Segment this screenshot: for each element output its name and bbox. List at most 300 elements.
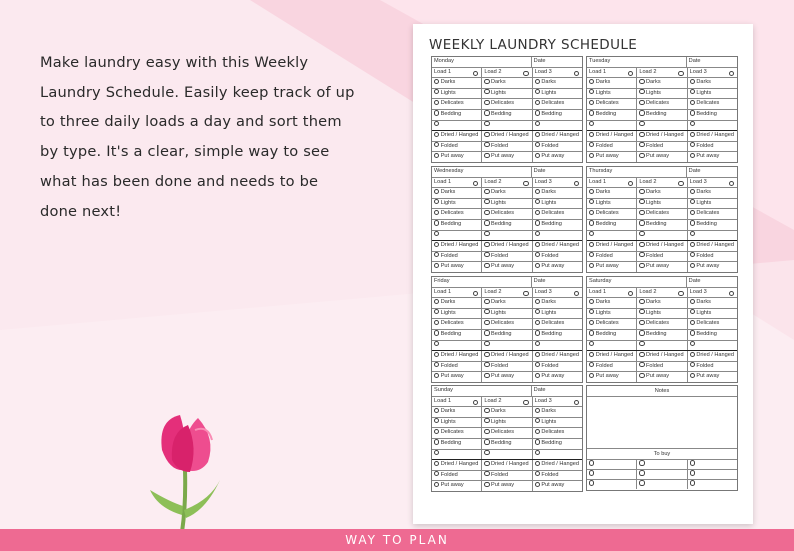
checklist-item[interactable]: Folded xyxy=(482,362,532,372)
circle-icon[interactable] xyxy=(589,121,594,126)
checklist-item[interactable]: Darks xyxy=(432,78,482,88)
checklist-item[interactable]: Delicates xyxy=(587,209,637,219)
circle-icon[interactable] xyxy=(729,181,734,186)
circle-icon[interactable] xyxy=(434,189,439,194)
checklist-item[interactable]: Dried / Hanged xyxy=(432,241,482,251)
circle-icon[interactable] xyxy=(574,400,579,405)
circle-icon[interactable] xyxy=(535,132,540,137)
circle-icon[interactable] xyxy=(628,71,633,76)
circle-icon[interactable] xyxy=(589,252,594,257)
checklist-item[interactable]: Folded xyxy=(637,142,687,152)
checklist-item[interactable]: Lights xyxy=(482,418,532,428)
checklist-item[interactable]: Dried / Hanged xyxy=(533,351,582,361)
checklist-item[interactable] xyxy=(533,450,582,460)
circle-icon[interactable] xyxy=(690,373,695,378)
circle-icon[interactable] xyxy=(535,341,540,346)
circle-icon[interactable] xyxy=(690,320,695,325)
circle-icon[interactable] xyxy=(589,299,594,304)
checklist-item[interactable] xyxy=(587,341,637,351)
circle-icon[interactable] xyxy=(484,210,489,215)
circle-icon[interactable] xyxy=(434,220,439,225)
checklist-item[interactable]: Bedding xyxy=(432,330,482,340)
circle-icon[interactable] xyxy=(434,320,439,325)
circle-icon[interactable] xyxy=(434,373,439,378)
checklist-item[interactable]: Lights xyxy=(482,89,532,99)
circle-icon[interactable] xyxy=(690,100,695,105)
circle-icon[interactable] xyxy=(535,330,540,335)
circle-icon[interactable] xyxy=(484,341,489,346)
checklist-item[interactable]: Dried / Hanged xyxy=(688,131,737,141)
circle-icon[interactable] xyxy=(535,450,540,455)
checklist-item[interactable]: Delicates xyxy=(533,209,582,219)
checklist-item[interactable]: Put away xyxy=(482,481,532,491)
checklist-item[interactable]: Delicates xyxy=(688,319,737,329)
circle-icon[interactable] xyxy=(628,181,633,186)
circle-icon[interactable] xyxy=(639,252,644,257)
checklist-item[interactable]: Dried / Hanged xyxy=(482,351,532,361)
checklist-item[interactable]: Dried / Hanged xyxy=(587,131,637,141)
circle-icon[interactable] xyxy=(523,400,528,405)
checklist-item[interactable]: Delicates xyxy=(533,319,582,329)
checklist-item[interactable]: Dried / Hanged xyxy=(533,241,582,251)
checklist-item[interactable]: Put away xyxy=(482,262,532,272)
checklist-item[interactable]: Dried / Hanged xyxy=(432,351,482,361)
circle-icon[interactable] xyxy=(434,418,439,423)
checklist-item[interactable]: Folded xyxy=(688,362,737,372)
checklist-item[interactable]: Darks xyxy=(533,407,582,417)
circle-icon[interactable] xyxy=(523,71,528,76)
checklist-item[interactable] xyxy=(688,341,737,351)
circle-icon[interactable] xyxy=(484,418,489,423)
checklist-item[interactable]: Lights xyxy=(587,199,637,209)
circle-icon[interactable] xyxy=(639,330,644,335)
circle-icon[interactable] xyxy=(729,291,734,296)
checklist-item[interactable]: Lights xyxy=(637,309,687,319)
checklist-item[interactable]: Bedding xyxy=(482,439,532,449)
circle-icon[interactable] xyxy=(639,89,644,94)
circle-icon[interactable] xyxy=(434,100,439,105)
circle-icon[interactable] xyxy=(484,121,489,126)
checklist-item[interactable]: Folded xyxy=(533,252,582,262)
circle-icon[interactable] xyxy=(484,252,489,257)
checklist-item[interactable]: Folded xyxy=(432,252,482,262)
circle-icon[interactable] xyxy=(690,330,695,335)
checklist-item[interactable]: Delicates xyxy=(432,319,482,329)
circle-icon[interactable] xyxy=(589,220,594,225)
circle-icon[interactable] xyxy=(639,153,644,158)
circle-icon[interactable] xyxy=(434,263,439,268)
circle-icon[interactable] xyxy=(589,100,594,105)
checklist-item[interactable] xyxy=(688,231,737,241)
checklist-item[interactable]: Darks xyxy=(432,407,482,417)
checklist-item[interactable]: Delicates xyxy=(482,209,532,219)
checklist-item[interactable]: Dried / Hanged xyxy=(637,241,687,251)
circle-icon[interactable] xyxy=(690,110,695,115)
checklist-item[interactable]: Dried / Hanged xyxy=(637,351,687,361)
circle-icon[interactable] xyxy=(484,408,489,413)
checklist-item[interactable]: Folded xyxy=(482,252,532,262)
checklist-item[interactable] xyxy=(637,121,687,131)
checklist-item[interactable]: Lights xyxy=(482,199,532,209)
circle-icon[interactable] xyxy=(690,231,695,236)
checklist-item[interactable]: Delicates xyxy=(637,209,687,219)
circle-icon[interactable] xyxy=(484,231,489,236)
checklist-item[interactable]: Put away xyxy=(587,262,637,272)
circle-icon[interactable] xyxy=(639,110,644,115)
circle-icon[interactable] xyxy=(434,471,439,476)
checklist-item[interactable]: Darks xyxy=(587,298,637,308)
circle-icon[interactable] xyxy=(434,330,439,335)
checklist-item[interactable]: Bedding xyxy=(688,110,737,120)
checklist-item[interactable]: Put away xyxy=(533,152,582,162)
circle-icon[interactable] xyxy=(484,482,489,487)
circle-icon[interactable] xyxy=(589,352,594,357)
checklist-item[interactable]: Darks xyxy=(533,188,582,198)
circle-icon[interactable] xyxy=(434,110,439,115)
checklist-item[interactable]: Folded xyxy=(432,471,482,481)
circle-icon[interactable] xyxy=(434,299,439,304)
circle-icon[interactable] xyxy=(639,142,644,147)
checklist-item[interactable]: Delicates xyxy=(587,319,637,329)
circle-icon[interactable] xyxy=(535,482,540,487)
circle-icon[interactable] xyxy=(639,231,644,236)
circle-icon[interactable] xyxy=(535,142,540,147)
checklist-item[interactable]: Lights xyxy=(432,309,482,319)
circle-icon[interactable] xyxy=(434,461,439,466)
checklist-item[interactable]: Delicates xyxy=(432,428,482,438)
checklist-item[interactable]: Bedding xyxy=(637,110,687,120)
circle-icon[interactable] xyxy=(535,429,540,434)
circle-icon[interactable] xyxy=(434,252,439,257)
circle-icon[interactable] xyxy=(434,142,439,147)
checklist-item[interactable]: Dried / Hanged xyxy=(533,131,582,141)
circle-icon[interactable] xyxy=(639,299,644,304)
circle-icon[interactable] xyxy=(434,309,439,314)
circle-icon[interactable] xyxy=(589,362,594,367)
circle-icon[interactable] xyxy=(589,110,594,115)
circle-icon[interactable] xyxy=(690,263,695,268)
checklist-item[interactable]: Dried / Hanged xyxy=(688,351,737,361)
checklist-item[interactable]: Darks xyxy=(482,78,532,88)
checklist-item[interactable]: Put away xyxy=(432,481,482,491)
checklist-item[interactable]: Folded xyxy=(637,252,687,262)
checklist-item[interactable]: Bedding xyxy=(688,330,737,340)
circle-icon[interactable] xyxy=(574,181,579,186)
circle-icon[interactable] xyxy=(589,189,594,194)
circle-icon[interactable] xyxy=(690,153,695,158)
checklist-item[interactable]: Dried / Hanged xyxy=(587,351,637,361)
checklist-item[interactable]: Dried / Hanged xyxy=(688,241,737,251)
circle-icon[interactable] xyxy=(589,320,594,325)
circle-icon[interactable] xyxy=(484,299,489,304)
circle-icon[interactable] xyxy=(535,220,540,225)
circle-icon[interactable] xyxy=(589,79,594,84)
circle-icon[interactable] xyxy=(484,263,489,268)
checklist-item[interactable]: Folded xyxy=(637,362,687,372)
checklist-item[interactable]: Bedding xyxy=(688,220,737,230)
checklist-item[interactable]: Folded xyxy=(432,142,482,152)
checklist-item[interactable]: Darks xyxy=(482,298,532,308)
circle-icon[interactable] xyxy=(639,362,644,367)
checklist-item[interactable]: Lights xyxy=(587,309,637,319)
circle-icon[interactable] xyxy=(484,330,489,335)
checklist-item[interactable]: Dried / Hanged xyxy=(432,131,482,141)
checklist-item[interactable]: Darks xyxy=(688,188,737,198)
checklist-item[interactable]: Put away xyxy=(688,152,737,162)
checklist-item[interactable]: Delicates xyxy=(637,99,687,109)
checklist-item[interactable]: Darks xyxy=(688,298,737,308)
circle-icon[interactable] xyxy=(535,408,540,413)
circle-icon[interactable] xyxy=(589,373,594,378)
circle-icon[interactable] xyxy=(434,242,439,247)
checklist-item[interactable]: Bedding xyxy=(533,439,582,449)
checklist-item[interactable]: Lights xyxy=(688,199,737,209)
checklist-item[interactable]: Bedding xyxy=(637,330,687,340)
circle-icon[interactable] xyxy=(589,330,594,335)
circle-icon[interactable] xyxy=(484,429,489,434)
checklist-item[interactable]: Bedding xyxy=(432,220,482,230)
checklist-item[interactable]: Put away xyxy=(533,372,582,382)
circle-icon[interactable] xyxy=(690,189,695,194)
circle-icon[interactable] xyxy=(535,299,540,304)
circle-icon[interactable] xyxy=(484,362,489,367)
checklist-item[interactable]: Bedding xyxy=(482,220,532,230)
circle-icon[interactable] xyxy=(523,291,528,296)
circle-icon[interactable] xyxy=(535,231,540,236)
checklist-item[interactable]: Put away xyxy=(637,262,687,272)
checklist-item[interactable] xyxy=(587,121,637,131)
circle-icon[interactable] xyxy=(484,220,489,225)
checklist-item[interactable]: Folded xyxy=(533,471,582,481)
circle-icon[interactable] xyxy=(690,89,695,94)
checklist-item[interactable]: Lights xyxy=(688,89,737,99)
checklist-item[interactable]: Bedding xyxy=(533,110,582,120)
circle-icon[interactable] xyxy=(535,352,540,357)
checklist-item[interactable]: Lights xyxy=(587,89,637,99)
checklist-item[interactable]: Put away xyxy=(482,372,532,382)
circle-icon[interactable] xyxy=(484,352,489,357)
circle-icon[interactable] xyxy=(535,242,540,247)
circle-icon[interactable] xyxy=(484,373,489,378)
checklist-item[interactable]: Dried / Hanged xyxy=(432,460,482,470)
circle-icon[interactable] xyxy=(484,189,489,194)
checklist-item[interactable]: Put away xyxy=(533,262,582,272)
checklist-item[interactable] xyxy=(482,450,532,460)
checklist-item[interactable]: Put away xyxy=(637,152,687,162)
circle-icon[interactable] xyxy=(484,461,489,466)
circle-icon[interactable] xyxy=(434,231,439,236)
circle-icon[interactable] xyxy=(690,242,695,247)
circle-icon[interactable] xyxy=(535,373,540,378)
checklist-item[interactable]: Lights xyxy=(482,309,532,319)
checklist-item[interactable]: Folded xyxy=(587,142,637,152)
circle-icon[interactable] xyxy=(484,242,489,247)
checklist-item[interactable]: Lights xyxy=(432,89,482,99)
circle-icon[interactable] xyxy=(639,79,644,84)
checklist-item[interactable]: Delicates xyxy=(482,428,532,438)
circle-icon[interactable] xyxy=(434,79,439,84)
checklist-item[interactable]: Dried / Hanged xyxy=(482,241,532,251)
checklist-item[interactable] xyxy=(432,231,482,241)
checklist-item[interactable]: Bedding xyxy=(432,439,482,449)
circle-icon[interactable] xyxy=(639,242,644,247)
circle-icon[interactable] xyxy=(484,471,489,476)
circle-icon[interactable] xyxy=(535,121,540,126)
checklist-item[interactable]: Folded xyxy=(587,252,637,262)
checklist-item[interactable]: Put away xyxy=(688,262,737,272)
circle-icon[interactable] xyxy=(690,220,695,225)
checklist-item[interactable] xyxy=(688,121,737,131)
circle-icon[interactable] xyxy=(639,121,644,126)
checklist-item[interactable] xyxy=(482,231,532,241)
checklist-item[interactable]: Darks xyxy=(587,78,637,88)
checklist-item[interactable]: Delicates xyxy=(432,99,482,109)
checklist-item[interactable]: Darks xyxy=(637,298,687,308)
circle-icon[interactable] xyxy=(535,199,540,204)
checklist-item[interactable]: Darks xyxy=(533,78,582,88)
checklist-item[interactable]: Darks xyxy=(688,78,737,88)
circle-icon[interactable] xyxy=(639,373,644,378)
circle-icon[interactable] xyxy=(523,181,528,186)
circle-icon[interactable] xyxy=(690,132,695,137)
circle-icon[interactable] xyxy=(535,471,540,476)
circle-icon[interactable] xyxy=(484,132,489,137)
checklist-item[interactable]: Folded xyxy=(688,252,737,262)
checklist-item[interactable]: Folded xyxy=(533,142,582,152)
circle-icon[interactable] xyxy=(434,341,439,346)
checklist-item[interactable] xyxy=(482,121,532,131)
circle-icon[interactable] xyxy=(639,263,644,268)
circle-icon[interactable] xyxy=(434,153,439,158)
checklist-item[interactable]: Darks xyxy=(432,298,482,308)
circle-icon[interactable] xyxy=(589,309,594,314)
checklist-item[interactable]: Bedding xyxy=(587,330,637,340)
circle-icon[interactable] xyxy=(639,210,644,215)
circle-icon[interactable] xyxy=(473,291,478,296)
checklist-item[interactable]: Lights xyxy=(637,89,687,99)
checklist-item[interactable]: Darks xyxy=(432,188,482,198)
circle-icon[interactable] xyxy=(729,71,734,76)
checklist-item[interactable]: Bedding xyxy=(432,110,482,120)
checklist-item[interactable]: Put away xyxy=(482,152,532,162)
circle-icon[interactable] xyxy=(690,79,695,84)
checklist-item[interactable]: Delicates xyxy=(482,99,532,109)
checklist-item[interactable] xyxy=(482,341,532,351)
circle-icon[interactable] xyxy=(484,199,489,204)
circle-icon[interactable] xyxy=(574,71,579,76)
checklist-item[interactable]: Dried / Hanged xyxy=(587,241,637,251)
checklist-item[interactable] xyxy=(533,341,582,351)
circle-icon[interactable] xyxy=(535,89,540,94)
checklist-item[interactable]: Folded xyxy=(688,142,737,152)
checklist-item[interactable]: Lights xyxy=(533,89,582,99)
checklist-item[interactable]: Put away xyxy=(587,372,637,382)
checklist-item[interactable]: Delicates xyxy=(637,319,687,329)
checklist-item[interactable]: Dried / Hanged xyxy=(533,460,582,470)
circle-icon[interactable] xyxy=(484,439,489,444)
checklist-item[interactable]: Delicates xyxy=(688,209,737,219)
checklist-item[interactable]: Darks xyxy=(587,188,637,198)
circle-icon[interactable] xyxy=(589,210,594,215)
checklist-item[interactable]: Put away xyxy=(688,372,737,382)
circle-icon[interactable] xyxy=(690,142,695,147)
circle-icon[interactable] xyxy=(434,408,439,413)
circle-icon[interactable] xyxy=(434,362,439,367)
circle-icon[interactable] xyxy=(434,121,439,126)
circle-icon[interactable] xyxy=(678,291,683,296)
circle-icon[interactable] xyxy=(434,439,439,444)
circle-icon[interactable] xyxy=(535,309,540,314)
circle-icon[interactable] xyxy=(484,79,489,84)
checklist-item[interactable]: Put away xyxy=(533,481,582,491)
checklist-item[interactable]: Delicates xyxy=(688,99,737,109)
circle-icon[interactable] xyxy=(535,320,540,325)
checklist-item[interactable]: Bedding xyxy=(482,330,532,340)
circle-icon[interactable] xyxy=(589,89,594,94)
checklist-item[interactable]: Put away xyxy=(587,152,637,162)
checklist-item[interactable]: Folded xyxy=(482,142,532,152)
circle-icon[interactable] xyxy=(690,309,695,314)
circle-icon[interactable] xyxy=(535,210,540,215)
checklist-item[interactable]: Folded xyxy=(587,362,637,372)
circle-icon[interactable] xyxy=(535,100,540,105)
circle-icon[interactable] xyxy=(639,132,644,137)
checklist-item[interactable] xyxy=(637,231,687,241)
circle-icon[interactable] xyxy=(484,153,489,158)
checklist-item[interactable]: Bedding xyxy=(482,110,532,120)
circle-icon[interactable] xyxy=(690,210,695,215)
circle-icon[interactable] xyxy=(589,231,594,236)
circle-icon[interactable] xyxy=(473,181,478,186)
checklist-item[interactable]: Delicates xyxy=(587,99,637,109)
circle-icon[interactable] xyxy=(434,450,439,455)
circle-icon[interactable] xyxy=(690,199,695,204)
circle-icon[interactable] xyxy=(574,291,579,296)
circle-icon[interactable] xyxy=(589,263,594,268)
checklist-item[interactable] xyxy=(637,341,687,351)
checklist-item[interactable]: Lights xyxy=(533,309,582,319)
circle-icon[interactable] xyxy=(434,199,439,204)
checklist-item[interactable]: Bedding xyxy=(587,220,637,230)
circle-icon[interactable] xyxy=(639,100,644,105)
checklist-item[interactable]: Put away xyxy=(432,262,482,272)
circle-icon[interactable] xyxy=(484,89,489,94)
circle-icon[interactable] xyxy=(589,142,594,147)
circle-icon[interactable] xyxy=(535,461,540,466)
circle-icon[interactable] xyxy=(690,362,695,367)
circle-icon[interactable] xyxy=(535,418,540,423)
checklist-item[interactable]: Lights xyxy=(432,418,482,428)
circle-icon[interactable] xyxy=(690,352,695,357)
checklist-item[interactable]: Put away xyxy=(637,372,687,382)
circle-icon[interactable] xyxy=(639,341,644,346)
circle-icon[interactable] xyxy=(484,142,489,147)
circle-icon[interactable] xyxy=(434,482,439,487)
checklist-item[interactable]: Darks xyxy=(482,188,532,198)
circle-icon[interactable] xyxy=(628,291,633,296)
checklist-item[interactable] xyxy=(432,121,482,131)
circle-icon[interactable] xyxy=(484,450,489,455)
circle-icon[interactable] xyxy=(434,352,439,357)
circle-icon[interactable] xyxy=(589,132,594,137)
circle-icon[interactable] xyxy=(639,199,644,204)
checklist-item[interactable]: Delicates xyxy=(432,209,482,219)
circle-icon[interactable] xyxy=(589,153,594,158)
circle-icon[interactable] xyxy=(639,309,644,314)
checklist-item[interactable]: Folded xyxy=(533,362,582,372)
circle-icon[interactable] xyxy=(484,320,489,325)
circle-icon[interactable] xyxy=(535,79,540,84)
